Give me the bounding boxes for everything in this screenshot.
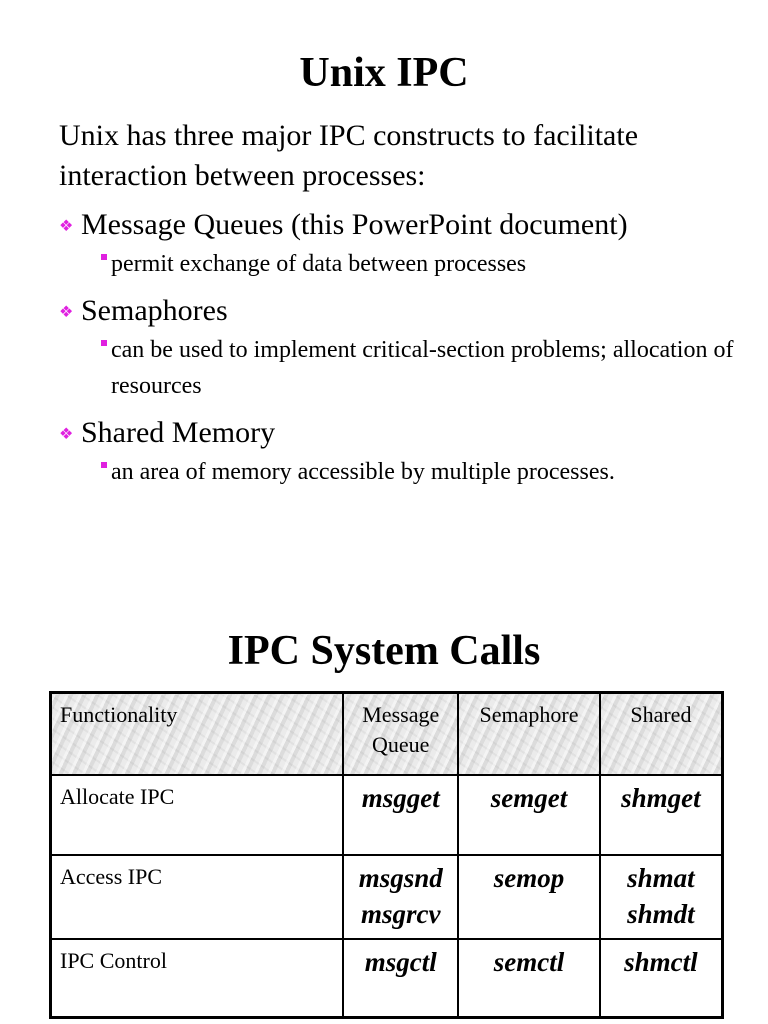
table-row [51, 855, 723, 939]
call-shared: shmctl [600, 939, 723, 1018]
bullet-semaphores [59, 292, 739, 332]
row-label: Allocate IPC [51, 775, 344, 855]
bullet-label: Message Queues (this PowerPoint document) [81, 208, 628, 241]
call-message-queue: msgsnd msgrcv [343, 855, 458, 939]
sub-bullet-text: permit exchange of data between processes [111, 251, 527, 277]
sub-bullet [99, 246, 739, 282]
slide-title: Unix IPC [299, 50, 469, 96]
call-semaphore: semctl [458, 939, 600, 1018]
slide-ipc-system-calls [0, 590, 768, 1024]
call-semaphore: semop [458, 855, 600, 939]
row-label: Access IPC [51, 855, 344, 939]
system-calls-table [49, 691, 724, 1019]
row-label: IPC Control [51, 939, 344, 1018]
header-semaphore: Semaphore [458, 693, 600, 776]
call-shared: shmget [600, 775, 723, 855]
bullet-list [59, 206, 739, 500]
header-functionality: Functionality [51, 693, 344, 776]
header-shared: Shared [600, 693, 723, 776]
square-bullet-icon [99, 454, 111, 490]
bullet-message-queues [59, 206, 739, 246]
call-semaphore: semget [458, 775, 600, 855]
sub-bullet [99, 454, 739, 490]
diamond-bullet-icon: ❖ [59, 304, 74, 321]
table-row [51, 775, 723, 855]
header-message-queue: Message Queue [343, 693, 458, 776]
intro-text: Unix has three major IPC constructs to facilitate interaction between processes: [59, 119, 639, 192]
call-message-queue: msgget [343, 775, 458, 855]
sub-bullet [99, 332, 739, 404]
bullet-shared-memory [59, 414, 739, 454]
slide-title: IPC System Calls [227, 628, 541, 674]
square-bullet-icon [99, 332, 111, 368]
sub-bullet-text: an area of memory accessible by multiple processes. [111, 459, 615, 485]
diamond-bullet-icon: ❖ [59, 218, 74, 235]
bullet-label: Shared Memory [81, 416, 276, 449]
bullet-label: Semaphores [81, 294, 228, 327]
table-row [51, 939, 723, 1018]
square-bullet-icon [99, 246, 111, 282]
sub-bullet-text: can be used to implement critical-section problems; allocation of resources [111, 337, 734, 399]
call-shared: shmat shmdt [600, 855, 723, 939]
table-header-row [51, 693, 723, 776]
diamond-bullet-icon: ❖ [59, 426, 74, 443]
call-message-queue: msgctl [343, 939, 458, 1018]
